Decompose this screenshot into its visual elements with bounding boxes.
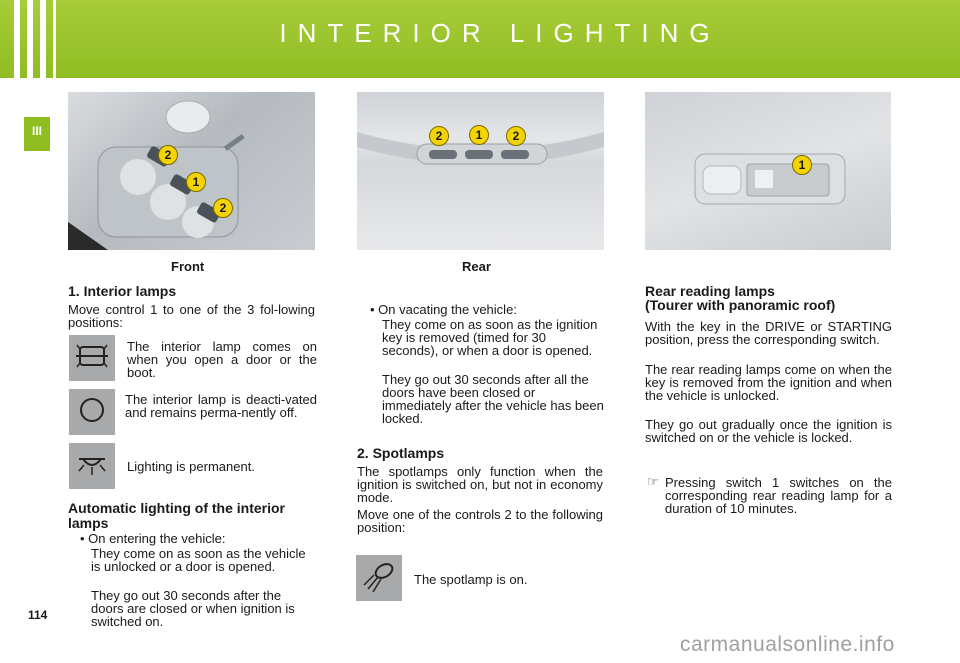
spotlamps-text-1: The spotlamps only function when the ignition is switched on, but not in economy mode.	[357, 464, 603, 505]
rear-caption: Rear	[462, 259, 491, 274]
door-lamp-icon	[69, 335, 115, 381]
header-stripe	[14, 0, 20, 78]
lamp-on-icon	[69, 443, 115, 489]
front-lamp-photo	[68, 92, 315, 250]
lamp-off-icon	[69, 389, 115, 435]
vacating-text-1: They come on as soon as the ignition key is removed (timed for 30 seconds), or when a door is opened.	[382, 317, 598, 358]
spotlamps-text-2: Move one of the controls 2 to the following position:	[357, 507, 603, 535]
spotlamp-icon	[356, 555, 402, 601]
rear-reading-text-3: They go out gradually once the ignition is switched on or the vehicle is locked.	[645, 417, 892, 445]
callout-badge: 1	[469, 125, 489, 145]
entering-text-2: They go out 30 seconds after the doors are closed or when ignition is switched on.	[91, 588, 295, 629]
watermark: carmanualsonline.info	[680, 633, 895, 656]
entering-text-1: They come on as soon as the vehicle is unlocked or a door is opened.	[91, 546, 306, 574]
spotlamp-text: The spotlamp is on.	[414, 572, 528, 587]
rear-reading-text-2: The rear reading lamps come on when the key is removed from the ignition and when the vehicle is unlocked.	[645, 362, 892, 403]
lamp-off-text: The interior lamp is deacti-vated and remains perma-nently off.	[125, 392, 317, 420]
entering-bullet: • On entering the vehicle:	[80, 531, 226, 546]
callout-badge: 1	[792, 155, 812, 175]
section-tab[interactable]: III	[24, 117, 50, 151]
interior-lamps-intro: Move control 1 to one of the 3 fol-lowing positions:	[68, 302, 315, 330]
rear-lamp-photo	[357, 92, 604, 250]
header-stripe	[27, 0, 33, 78]
rear-reading-heading-1: Rear reading lamps	[645, 283, 775, 299]
front-caption: Front	[171, 259, 205, 274]
callout-badge: 2	[429, 126, 449, 146]
vacating-bullet: • On vacating the vehicle:	[370, 302, 517, 317]
callout-badge: 2	[213, 198, 233, 218]
lamp-on-text: Lighting is permanent.	[127, 459, 255, 474]
spotlamps-heading: 2. Spotlamps	[357, 445, 445, 461]
reading-lamp-illustration	[645, 92, 891, 250]
interior-lamps-heading: 1. Interior lamps	[68, 283, 177, 299]
pointing-hand-icon: ☞	[647, 474, 659, 489]
reading-lamp-photo	[645, 92, 891, 250]
callout-badge: 2	[158, 145, 178, 165]
header-stripe	[40, 0, 46, 78]
header-stripe	[53, 0, 56, 78]
callout-badge: 1	[186, 172, 206, 192]
callout-badge: 2	[506, 126, 526, 146]
page-number: 114	[28, 608, 48, 622]
front-lamp-illustration	[68, 92, 315, 250]
rear-reading-heading-2: (Tourer with panoramic roof)	[645, 297, 836, 313]
rear-lamp-illustration	[357, 92, 604, 250]
rear-reading-text-1: With the key in the DRIVE or STARTING position, press the corresponding switch.	[645, 319, 892, 347]
vacating-text-2: They go out 30 seconds after all the doors have been closed or immediately after the vehicle has been locked.	[382, 372, 604, 426]
automatic-heading: Automatic lighting of the interior lamps	[68, 500, 285, 531]
door-lamp-text: The interior lamp comes on when you open a door or the boot.	[127, 339, 317, 380]
rear-reading-note: Pressing switch 1 switches on the corresponding rear reading lamp for a duration of 10 minutes.	[665, 475, 892, 516]
page-title: INTERIOR LIGHTING	[279, 18, 721, 48]
